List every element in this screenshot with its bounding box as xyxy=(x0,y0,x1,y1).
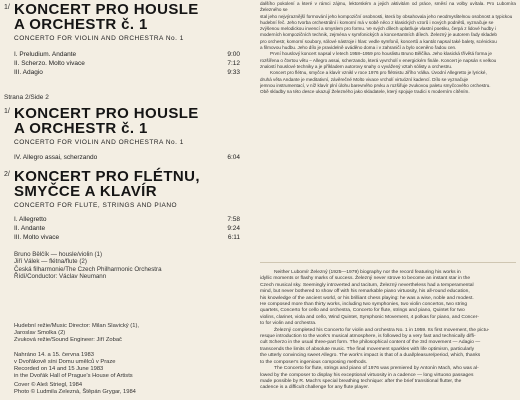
czech-line: moderních kompozičních technik, zejména v symfonických a koncertantních dílech. Železný je autorem řady skladeb xyxy=(260,32,497,38)
track-time: 7:58 xyxy=(227,216,240,223)
english-line: lowed by the composer to display his exceptional virtuosity in a cadence — long virtuoso passages xyxy=(260,372,474,378)
track-row xyxy=(14,60,240,69)
credit-line: Recorded on 14 and 15 June 1983 xyxy=(14,366,104,373)
czech-line: znalostí houslové techniky a je příkladem autorovy snahy o vyvážený vztah sólisty a orchestru. xyxy=(260,63,453,69)
track-label: I. Allegretto xyxy=(14,216,47,223)
credit-line: Zvuková režie/Sound Engineer: Jiří Zobač xyxy=(14,337,122,344)
english-line: Neither Lubomír Železný (1925—1979) biography nor the record featuring his works in xyxy=(274,270,461,275)
track-time: 9:00 xyxy=(227,51,240,58)
section-divider xyxy=(260,262,516,263)
czech-line: pro orchestr, komorní soubory, sólové nástroje i hlas: vedle symfonií, koncertů a kantát napsal také balety, scénickou xyxy=(260,38,497,44)
credit-line: Jaroslav Smolka (2) xyxy=(14,330,66,337)
track-time: 9:33 xyxy=(227,69,240,76)
piece-title-2-line2: A ORCHESTR č. 1 xyxy=(14,120,148,137)
english-line: mind, but never bothered to show off with his remarkable piano virtuosity, his all-round education, xyxy=(260,289,470,295)
track-time: 7:12 xyxy=(227,60,240,67)
english-line: transcends the limits of absolute music. The final movement sparkles with life optimism, particularly xyxy=(260,346,475,352)
track-label: II. Scherzo. Molto vivace xyxy=(14,60,85,67)
track-row xyxy=(14,154,240,163)
track-label: IV. Allegro assai, scherzando xyxy=(14,154,98,161)
english-line: resque introduction to the work's musical atmosphere, is followed by a very fast and technically diffi- xyxy=(260,334,476,340)
piece-subtitle-3: CONCERTO FOR FLUTE, STRINGS AND PIANO xyxy=(14,202,178,209)
credit-line: Nahráno 14. a 15. června 1983 xyxy=(14,352,94,358)
english-line: He composed more than thirty works, including two symphonies, two violin concertos, two string xyxy=(260,302,468,308)
side-marker-3: 2/ xyxy=(4,171,10,178)
liner-notes-czech xyxy=(260,1,516,95)
performer-line: Bruno Bělčík — housle/violin (1) xyxy=(14,251,103,258)
piece-title-2-line1: KONCERT PRO HOUSLE xyxy=(14,105,199,122)
credit-line: v Dvořákově síni Domu umělců v Praze xyxy=(14,359,116,366)
piece-subtitle-1: CONCERTO FOR VIOLIN AND ORCHESTRA No. 1 xyxy=(14,35,184,42)
credit-line: Photo © Ludmila Zeleznà, Štěpán Grygar, 1984 xyxy=(14,389,136,396)
track-list-1 xyxy=(14,51,240,79)
track-row xyxy=(14,216,240,225)
czech-line: Koncert pro flétnu, smyčce a klavír vznikl v roce 1976 pro flétnistu Jiřího Válka. Úvodní Allegretto je lyrické, xyxy=(270,70,487,76)
piece-title-3-line1: KONCERT PRO FLÉTNU, xyxy=(14,168,200,185)
english-line: cult Scherzo in the usual three-part form. The philosophical content of the 3rd movement — Adagio — xyxy=(260,340,481,346)
side-marker-2: 1/ xyxy=(4,108,10,115)
english-line: his knowledge of the ancient world, or his brilliant chess playing: he was a wise, noble and modest. xyxy=(260,295,474,301)
track-list-3 xyxy=(14,216,240,244)
production-credits xyxy=(14,323,139,344)
english-line: The Concerto for flute, strings and piano of 1976 was premiered by Antonín Mach, who was al- xyxy=(274,366,479,372)
track-label: III. Molto vivace xyxy=(14,234,60,241)
track-list-2 xyxy=(14,154,240,164)
side-marker-1: 1/ xyxy=(4,4,10,11)
credit-line: in the Dvořák Hall of Prague's House of Artists xyxy=(14,373,133,380)
track-label: I. Preludium. Andante xyxy=(14,51,77,58)
track-label: II. Andante xyxy=(14,225,46,232)
piece-subtitle-2: CONCERTO FOR VIOLIN AND ORCHESTRA No. 1 xyxy=(14,139,184,146)
english-line: violins, clarinet, viola and cello, Wind Quintet, Symphonic Movement, 4 polkas for piano, and Concer- xyxy=(260,314,479,320)
track-time: 6:11 xyxy=(227,234,240,241)
piece-title-3-line2: SMYČCE A KLAVÍR xyxy=(14,183,157,200)
czech-line: druhá věta Andante je meditativní, závěrečné Molto vivace vrcholí virtuózní kadencí. Dílo se vyznačuje xyxy=(260,76,469,82)
english-line: the utterly convincing sweet Allegro. The work's impact is that of a dual/pleasure/period, which, thanks xyxy=(260,353,481,359)
czech-line: zvýšenou melodickou invencí a smyslem pro formu. Ve svých dílech uplatňuje vlastní poetiku, čerpá z lidové hudby i xyxy=(260,26,496,32)
czech-line: jemnou instrumentací, v níž klavír plní úlohu barevného prvku a rozšiřuje zvukovou paletu smyčcového orchestru. xyxy=(260,82,491,88)
czech-line: stal jeho nejvýraznější formování jeho kompoziční osobnosti, která by obsahovala jeho neodmyslitelnou osobnost a typickou xyxy=(260,13,513,19)
english-line: to the composer's ingenious composing methods. xyxy=(260,359,368,365)
english-line: cadence is a difficult challenge for any flute player. xyxy=(260,385,369,391)
performer-line: Řídí/Conductor: Václav Neumann xyxy=(14,273,107,281)
side-2-label: Strana 2/Side 2 xyxy=(4,94,49,101)
piece-title-1-line1: KONCERT PRO HOUSLE xyxy=(14,1,199,18)
czech-line: a filmovou hudbu. Jeho dílo je pravidelně uváděno doma i v zahraničí a bylo oceněno řadou cen. xyxy=(260,45,457,51)
performers-block xyxy=(14,251,162,281)
track-time: 6:04 xyxy=(227,154,240,161)
english-line: quartets, Concerto for cello and orchestra, Concerto for flute, strings and piano, Quintet for two xyxy=(260,308,465,314)
english-line: made possible by R. Mach's special breathing technique: after the brief transitional flutter, the xyxy=(260,378,462,384)
recording-info xyxy=(14,352,133,380)
english-line: Železný completed his Concerto for violin and orchestra No. 1 in 1959. Its first movement, the pictu- xyxy=(274,327,490,333)
czech-line: První houslový koncert napsal v letech 1958–1959 pro houslistu Bruno Bělčíka. Jeho klasická třívětá forma je xyxy=(270,51,492,57)
czech-line: rozšířena o čtvrtou větu – Allegro assai, scherzando, která vyvrcholí v energickém finále. Koncert je napsán s velkou xyxy=(260,57,497,63)
liner-notes-column xyxy=(260,0,520,400)
english-line: to for violin and orchestra. xyxy=(260,321,317,327)
credit-line: Hudební režie/Music Director: Milan Slavický (1), xyxy=(14,323,139,329)
piece-title-1-line2: A ORCHESTR č. 1 xyxy=(14,16,148,33)
czech-line: dalšího pokolení a které v rámci zájmu, lektorském a jejich aktivitám od práce, směsí na volby uvítala. Pro Lubomíra Železného se xyxy=(260,1,516,13)
credit-line: Cover © Aleš Striegl, 1984 xyxy=(14,382,83,388)
english-line: Czech musical sky. Seemingly introverted and taciturn, Železný nevertheless had a temperamental xyxy=(260,282,474,288)
liner-notes-english xyxy=(260,270,516,392)
track-label: III. Adagio xyxy=(14,69,43,76)
performer-line: Česká filharmonie/The Czech Philharmonic Orchestra xyxy=(14,265,162,273)
track-listing-column xyxy=(0,0,250,400)
track-time: 9:24 xyxy=(227,225,240,232)
czech-line: Obě skladby na této desce ukazují Železného jako skladatele, který spojuje tradici s moderním cítěním. xyxy=(260,89,470,95)
track-row xyxy=(14,225,240,234)
photo-credits xyxy=(14,382,136,396)
english-line: idyllic moments or flashy marks of success. Železný never strove to become an instant star in the xyxy=(260,276,471,282)
performer-line: Jiří Válek — flétna/flute (2) xyxy=(14,258,87,266)
track-row xyxy=(14,69,240,78)
czech-line: hudební řeč. Jeho tvorba orchestrální i komorní má v sobě něco z klasických vzorů i nových podnětů, vyznačuje se xyxy=(260,19,494,25)
track-row xyxy=(14,51,240,60)
track-row xyxy=(14,234,240,243)
